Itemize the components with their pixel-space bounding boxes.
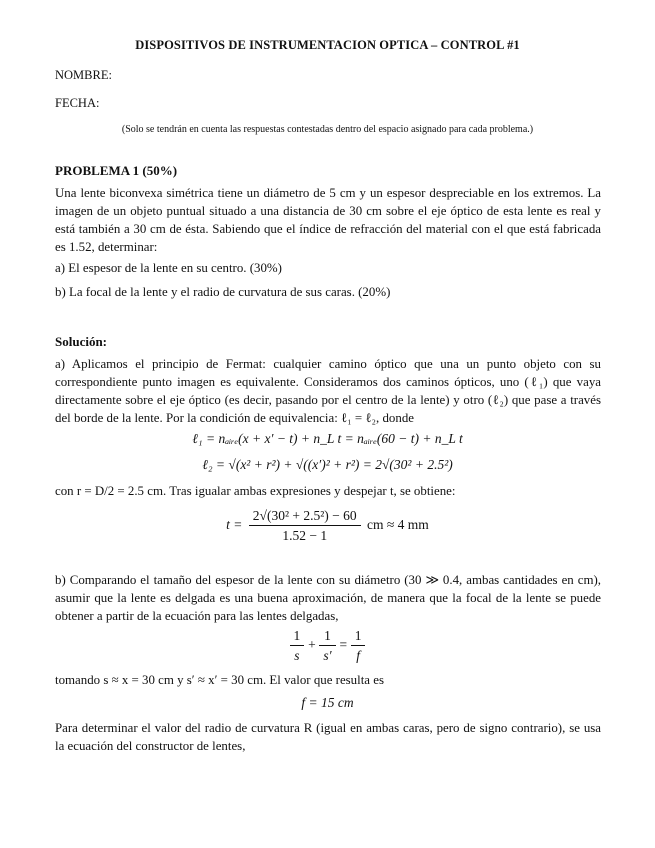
thickness-numerator: 2√(30² + 2.5²) − 60 (249, 508, 361, 526)
equation-l2: ℓ₂ = √(x² + r²) + √((x′)² + r²) = 2√(30² + 2.5²) (202, 457, 453, 472)
thickness-fraction (249, 508, 361, 544)
solution-part-b-text: b) Comparando el tamaño del espesor de la lente con su diámetro (30 ≫ 0.4, ambas cantidades en cm), asumir que la lente es delgada es una buena aproximación, de manera que la focal de la lente se puede obtener a partir de la ecuación para las lentes delgadas, (55, 573, 601, 623)
thickness-lhs: t = (226, 517, 243, 533)
lens-den-1: s (294, 648, 300, 663)
thickness-result: cm ≈ 4 mm (367, 517, 429, 533)
radius-line: con r = D/2 = 2.5 cm. Tras igualar ambas expresiones y despejar t, se obtiene: (55, 484, 456, 498)
solution-part-a-text: a) Aplicamos el principio de Fermat: cualquier camino óptico que una un punto objeto con su correspondiente punto imagen es equivalente. Consideramos dos caminos ópticos, uno (ℓ₁) que vaya directamente sobre el eje óptico (es decir, pasando por el centro de la lente) y otro (ℓ₂) que pase a través del borde de la lente. Por la condición de equivalencia: ℓ₁ = ℓ₂, donde (55, 357, 601, 425)
problem-heading: PROBLEMA 1 (50%) (55, 163, 178, 178)
thin-lens-equation: $\frac{1}{s}$ + $\frac{1}{s'}$ = $\frac{1}{f}$ (0, 628, 655, 664)
solution-heading: Solución: (55, 334, 108, 349)
problem-statement: Una lente biconvexa simétrica tiene un diámetro de 5 cm y un espesor despreciable en los extremos. La imagen de un objeto puntual situado a una distancia de 30 cm sobre el eje óptico de esta lente es real y está también a 30 cm de ésta. Sabiendo que el índice de refracción del material con el que está fabricada es 1.52, determinar: (55, 186, 601, 254)
lens-num-1: 1 (290, 628, 305, 646)
problem-part-b: b) La focal de la lente y el radio de curvatura de sus caras. (20%) (55, 285, 391, 299)
problem-part-a: a) El espesor de la lente en su centro. (30%) (55, 261, 282, 275)
lens-den-3: f (356, 648, 360, 663)
instructions-note: (Solo se tendrán en cuenta las respuestas contestadas dentro del espacio asignado para cada problema.) (121, 124, 534, 135)
lens-num-3: 1 (351, 628, 366, 646)
document-title: DISPOSITIVOS DE INSTRUMENTACION OPTICA – CONTROL #1 (135, 38, 520, 52)
equation-l1: ℓ₁ = nₐᵢᵣₑ(x + x′ − t) + n_L t = nₐᵢᵣₑ(60 − t) + n_L t (192, 431, 463, 446)
thickness-denominator: 1.52 − 1 (282, 528, 328, 543)
focal-result: f = 15 cm (301, 695, 354, 710)
fecha-label: FECHA: (55, 96, 100, 110)
lens-num-2: 1 (319, 628, 335, 646)
equation-thickness (0, 508, 655, 544)
tomando-line: tomando s ≈ x = 30 cm y s′ ≈ x′ = 30 cm. El valor que resulta es (55, 673, 384, 687)
nombre-label: NOMBRE: (55, 68, 112, 82)
curvature-text: Para determinar el valor del radio de curvatura R (igual en ambas caras, pero de signo contrario), se usa la ecuación del constructor de lentes, (55, 721, 601, 753)
lens-den-2: s′ (323, 648, 332, 663)
